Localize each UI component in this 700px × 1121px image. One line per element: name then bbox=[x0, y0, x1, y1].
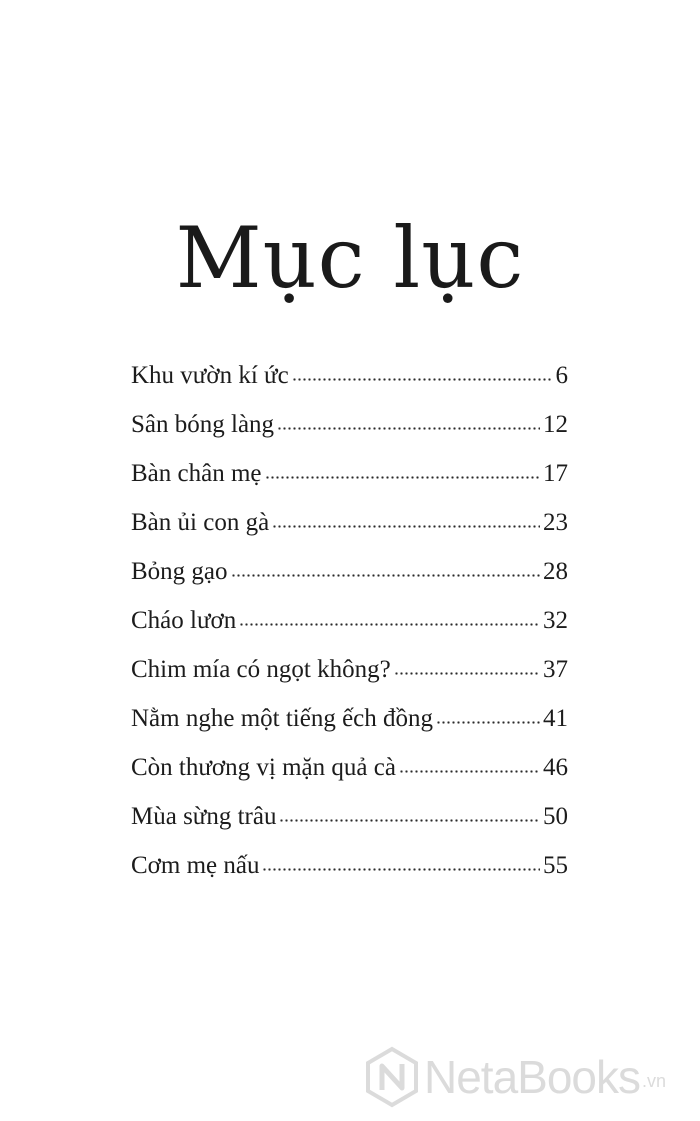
toc-entry bbox=[131, 411, 568, 460]
toc-entry-page: 17 bbox=[543, 460, 568, 487]
watermark-suffix: .vn bbox=[642, 1071, 667, 1091]
watermark-brand: NetaBooks bbox=[424, 1051, 641, 1103]
toc-entry-title: Sân bóng làng bbox=[131, 411, 275, 438]
toc-entry-page: 23 bbox=[543, 509, 568, 536]
dot-leader bbox=[277, 427, 540, 430]
dot-leader bbox=[279, 819, 540, 822]
toc-entry-title: Bàn chân mẹ bbox=[131, 460, 262, 487]
toc-entry bbox=[131, 852, 568, 901]
toc-entry bbox=[131, 656, 568, 705]
toc-entry-page: 41 bbox=[543, 705, 568, 732]
dot-leader bbox=[272, 525, 540, 528]
dot-leader bbox=[262, 868, 540, 871]
netabooks-watermark bbox=[364, 1046, 666, 1108]
dot-leader bbox=[292, 378, 553, 381]
dot-leader bbox=[231, 574, 540, 577]
toc-entry bbox=[131, 558, 568, 607]
toc-entry bbox=[131, 803, 568, 852]
dot-leader bbox=[394, 672, 540, 675]
toc-entry-title: Bỏng gạo bbox=[131, 558, 228, 585]
dot-leader bbox=[239, 623, 540, 626]
toc-entry-page: 55 bbox=[543, 852, 568, 879]
toc-entry-page: 28 bbox=[543, 558, 568, 585]
toc-entry-title: Khu vườn kí ức bbox=[131, 362, 289, 389]
toc-entry-page: 37 bbox=[543, 656, 568, 683]
table-of-contents bbox=[131, 362, 568, 901]
toc-entry bbox=[131, 705, 568, 754]
toc-entry-page: 32 bbox=[543, 607, 568, 634]
page-title: Mục lục bbox=[175, 209, 525, 308]
toc-entry-title: Mùa sừng trâu bbox=[131, 803, 277, 830]
toc-entry-title: Còn thương vị mặn quả cà bbox=[131, 754, 396, 781]
toc-entry-title: Nằm nghe một tiếng ếch đồng bbox=[131, 705, 434, 732]
toc-entry-page: 50 bbox=[543, 803, 568, 830]
toc-entry-page: 12 bbox=[543, 411, 568, 438]
toc-entry bbox=[131, 509, 568, 558]
toc-entry-title: Bàn ủi con gà bbox=[131, 509, 270, 536]
toc-entry-page: 46 bbox=[543, 754, 568, 781]
dot-leader bbox=[265, 476, 540, 479]
toc-entry bbox=[131, 754, 568, 803]
dot-leader bbox=[436, 721, 540, 724]
hexagon-n-icon bbox=[364, 1046, 420, 1108]
dot-leader bbox=[399, 770, 540, 773]
toc-entry bbox=[131, 460, 568, 509]
toc-entry-title: Cháo lươn bbox=[131, 607, 237, 634]
toc-entry-title: Cơm mẹ nấu bbox=[131, 852, 260, 879]
toc-entry bbox=[131, 607, 568, 656]
toc-entry-title: Chim mía có ngọt không? bbox=[131, 656, 391, 683]
toc-entry-page: 6 bbox=[555, 362, 568, 389]
toc-entry bbox=[131, 362, 568, 411]
